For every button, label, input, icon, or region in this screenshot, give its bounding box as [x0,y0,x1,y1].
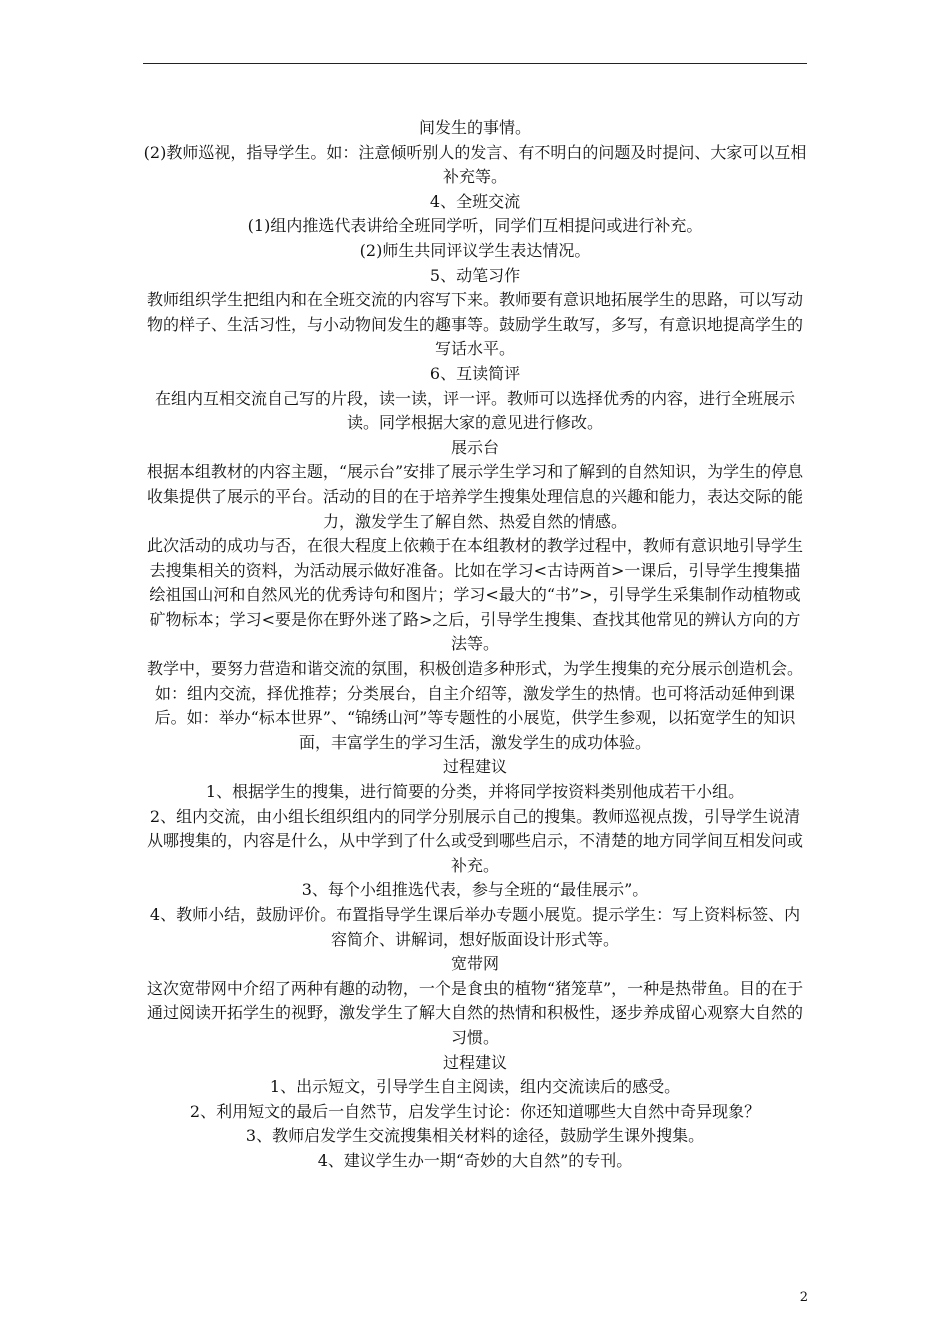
section-heading: 过程建议 [442,757,507,777]
paragraph: (1)组内推选代表讲给全班同学听，同学们互相提问或进行补充。 [247,216,703,236]
paragraph: 3、每个小组推选代表，参与全班的“最佳展示”。 [301,880,649,900]
paragraph: (2)师生共同评议学生表达情况。 [359,240,591,260]
paragraph: 2、组内交流，由小组长组织组内的同学分别展示自己的搜集。教师巡视点拨，引导学生说清从哪搜集的，内容是什么，从中学到了什么或受到哪些启示，不清楚的地方同学间互相发问或补充。 [146,806,803,875]
section-heading: 宽带网 [450,954,499,974]
section-heading: 过程建议 [442,1052,507,1072]
paragraph: (2)教师巡视，指导学生。如：注意倾听别人的发言、有不明白的问题及时提问、大家可以互相补充等。 [143,142,807,187]
section-heading: 4、全班交流 [429,191,521,211]
paragraph: 此次活动的成功与否，在很大程度上依赖于在本组教材的教学过程中，教师有意识地引导学生去搜集相关的资料，为活动展示做好准备。比如在学习<古诗两首>一课后，引导学生搜集描绘祖国山河和自然风光的优秀诗句和图片；学习<最大的“书”>，引导学生采集制作动植物或矿物标本；学习<要是你在野外迷了路>之后，引导学生搜集、查找其他常见的辨认方向的方法等。 [146,536,803,654]
paragraph: 这次宽带网中介绍了两种有趣的动物，一个是食虫的植物“猪笼草”，一种是热带鱼。目的在于通过阅读开拓学生的视野，激发学生了解大自然的热情和积极性，逐步养成留心观察大自然的习惯。 [146,978,804,1047]
section-heading: 5、动笔习作 [429,265,521,285]
section-heading: 展示台 [450,437,499,457]
paragraph: 4、教师小结，鼓励评价。布置指导学生课后举办专题小展览。提示学生：写上资料标签、内容简介、讲解词，想好版面设计形式等。 [149,905,801,949]
header-rule [143,63,807,64]
paragraph: 4、建议学生办一期“奇妙的大自然”的专刊。 [317,1150,633,1170]
document-body [143,116,807,1174]
paragraph: 教学中，要努力营造和谐交流的氛围，积极创造多种形式，为学生搜集的充分展示创造机会。如：组内交流，择优推荐；分类展台，自主介绍等，激发学生的热情。也可将活动延伸到课后。如：举办“标本世界”、“锦绣山河”等专题性的小展览，供学生参观，以拓宽学生的知识面，丰富学生的学习生活，激发学生的成功体验。 [146,659,803,752]
page-number: 2 [799,1290,808,1305]
paragraph: 教师组织学生把组内和在全班交流的内容写下来。教师要有意识地拓展学生的思路，可以写动物的样子、生活习性，与小动物间发生的趣事等。鼓励学生敢写，多写，有意识地提高学生的写话水平。 [146,290,803,359]
paragraph: 1、根据学生的搜集，进行简要的分类，并将同学按资料类别他成若干小组。 [205,782,745,802]
paragraph: 2、利用短文的最后一自然节，启发学生讨论：你还知道哪些大自然中奇异现象？ [189,1101,761,1121]
paragraph: 3、教师启发学生交流搜集相关材料的途径，鼓励学生课外搜集。 [245,1126,705,1146]
paragraph: 在组内互相交流自己写的片段，读一读，评一评。教师可以选择优秀的内容，进行全班展示读。同学根据大家的意见进行修改。 [154,388,795,433]
paragraph: 根据本组教材的内容主题，“展示台”安排了展示学生学习和了解到的自然知识，为学生的停息收集提供了展示的平台。活动的目的在于培养学生搜集处理信息的兴趣和能力，表达交际的能力，激发学生了解自然、热爱自然的情感。 [146,462,804,531]
section-heading: 6、互读简评 [429,363,521,383]
paragraph: 1、出示短文，引导学生自主阅读，组内交流读后的感受。 [269,1077,681,1097]
paragraph: 间发生的事情。 [418,118,531,137]
